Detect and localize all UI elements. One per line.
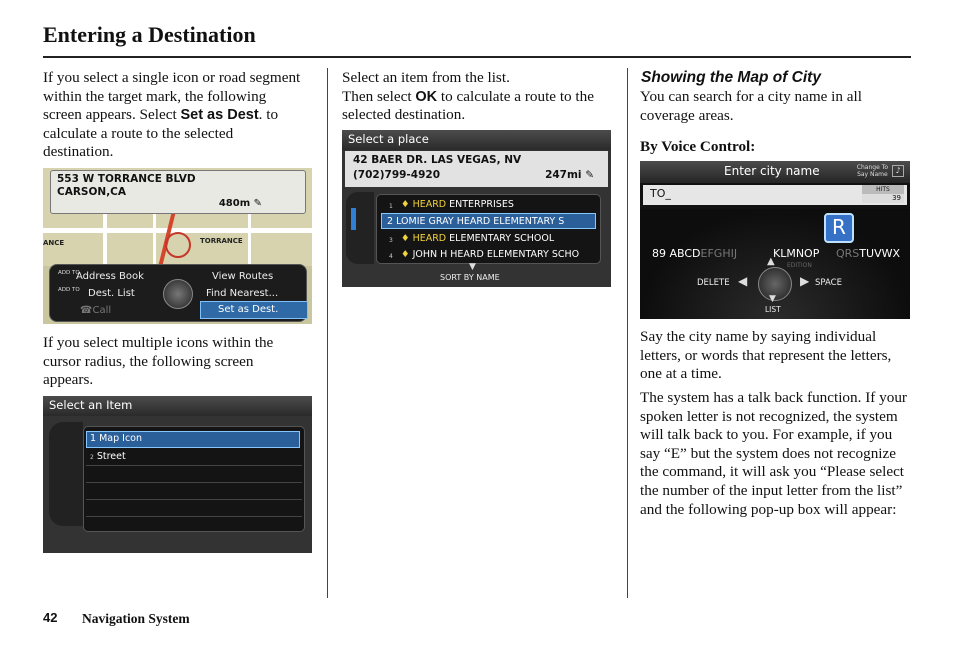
item-number: 4 (389, 253, 393, 260)
address-book-button[interactable]: Address Book (76, 271, 144, 282)
scroll-dial (49, 422, 83, 526)
item-text: LOMIE GRAY HEARD ELEMENTARY S (396, 216, 565, 227)
page-title: Entering a Destination (43, 22, 256, 47)
selected-letter[interactable]: R (824, 213, 854, 243)
hits-label: HITS (862, 185, 904, 194)
col2-line-2-end: to calculate a route to the selected destination. (342, 87, 594, 124)
chevron-up-icon: ▲ (767, 256, 775, 267)
item-text: ELEMENTARY SCHOOL (446, 233, 555, 244)
item-text: JOHN H HEARD ELEMENTARY SCHO (412, 249, 580, 260)
set-as-dest-term: Set as Dest (180, 107, 259, 124)
item-label: Map Icon (99, 433, 143, 444)
letter-wheel-text (652, 247, 737, 260)
col1-paragraph-1 (43, 69, 307, 162)
sort-by-name-button[interactable]: SORT BY NAME (440, 273, 500, 282)
find-nearest-button[interactable]: Find Nearest... (206, 288, 279, 299)
list-item[interactable] (401, 249, 579, 260)
letters-right-group (836, 247, 900, 260)
column-divider-1 (327, 68, 328, 598)
page-number: 42 (43, 610, 58, 625)
row-divider (86, 516, 302, 517)
city-input-field[interactable]: TO_ (643, 185, 907, 205)
row-divider (86, 482, 302, 483)
hits-counter (862, 185, 904, 205)
list-item[interactable] (401, 199, 514, 210)
column-divider-2 (627, 68, 628, 598)
change-to-say-name-button[interactable] (857, 164, 888, 178)
add-to-tag-2: ADD TO (58, 287, 80, 293)
select-item-header: Select an Item (43, 396, 312, 416)
select-place-header: Select a place (342, 130, 611, 150)
delete-button[interactable]: DELETE (697, 278, 730, 288)
road-vertical-3 (248, 212, 251, 266)
letters-ghost-left: EFGHIJ (700, 247, 738, 260)
call-label: Call (92, 305, 112, 316)
place-distance-value: 247mi (545, 169, 582, 181)
street-label-left: ANCE (43, 239, 65, 247)
scroll-indicator (351, 208, 356, 230)
place-marker-icon: ♦ (401, 233, 410, 244)
distance-value: 480m (218, 198, 251, 209)
edition-label: EDITION (787, 262, 812, 269)
add-to-tag-1: ADD TO (58, 270, 80, 276)
item-text: ENTERPRISES (446, 199, 514, 210)
place-distance (545, 168, 594, 183)
select-place-screenshot (342, 130, 611, 287)
col1-p1-text-end: . to calculate a route to the selected destination. (43, 106, 279, 161)
place-address: 42 BAER DR. LAS VEGAS, NV (353, 154, 522, 166)
place-phone: (702)799-4920 (353, 169, 441, 181)
col1-p1-text: If you select a single icon or road segment within the target mark, the following screen appears. Select (43, 69, 301, 124)
view-routes-button[interactable]: View Routes (212, 271, 274, 282)
voice-control-heading: By Voice Control: (640, 138, 756, 155)
joystick-knob (163, 279, 193, 309)
address-popup (50, 170, 306, 214)
col1-paragraph-2: If you select multiple icons within the cursor radius, the following screen appears. (43, 334, 274, 389)
row-divider (86, 499, 302, 500)
edit-icon: ✎ (253, 198, 262, 209)
place-marker-icon: ♦ (401, 249, 410, 260)
item-number: 1 (389, 203, 393, 210)
chevron-down-icon: ▼ (469, 262, 476, 272)
letters-middle[interactable]: KLMNOP (773, 247, 820, 260)
distance-readout (219, 198, 262, 209)
arrow-right-icon: ▶ (800, 274, 810, 288)
col3-paragraph-2: Say the city name by saying individual letters, or words that represent the letters, one at a time. (640, 328, 892, 383)
street-label-right: TORRANCE (200, 237, 243, 245)
col2-line-1: Select an item from the list. (342, 69, 510, 86)
letters-right[interactable]: TUVWX (859, 247, 901, 260)
match-text: HEARD (412, 233, 447, 244)
item-number: 1 (90, 433, 97, 444)
ok-term: OK (415, 88, 438, 105)
item-number: 3 (389, 237, 393, 244)
row-divider (86, 465, 302, 466)
map-screenshot (43, 168, 312, 324)
dest-list-button[interactable]: Dest. List (88, 288, 135, 299)
match-text: HEARD (412, 199, 447, 210)
col2-paragraph (342, 69, 612, 125)
set-as-dest-button[interactable]: Set as Dest. (200, 301, 308, 319)
section-heading: Showing the Map of City (641, 69, 821, 86)
voice-icon: ♪ (892, 165, 904, 177)
col3-paragraph-3: The system has a talk back function. If your spoken letter is not recognized, the system will talk back to you. For example, if you say “E” but the system does not recognize the command, it will ask you “Please select the number of the input letter from the list” and the following pop-up box will appear: (640, 389, 907, 518)
road-vertical-2 (153, 212, 156, 266)
chevron-down-icon: ▼ (769, 294, 776, 304)
space-button[interactable]: SPACE (815, 278, 842, 288)
list-item[interactable] (401, 233, 554, 244)
map-area (43, 168, 312, 266)
item-number: 2 (387, 216, 394, 227)
enter-city-screenshot (640, 161, 910, 319)
change-to-label: Change To (856, 164, 888, 171)
road-vertical-1 (103, 212, 107, 266)
title-rule (43, 56, 911, 58)
list-button[interactable]: LIST (765, 305, 781, 314)
letters-ghost-right: QRS (836, 247, 860, 260)
footer-title: Navigation System (82, 611, 190, 626)
map-menu-panel (49, 264, 307, 322)
col3-paragraph-1: You can search for a city name in all coverage areas. (640, 88, 862, 124)
address-line-1: 553 W TORRANCE BLVD (57, 173, 196, 185)
list-item[interactable] (90, 433, 142, 444)
address-line-2: CARSON,CA (57, 186, 127, 198)
hits-value: 39 (862, 194, 904, 203)
list-item[interactable] (90, 451, 126, 462)
target-mark-icon (165, 232, 191, 258)
item-list (83, 426, 305, 532)
phone-icon: ☎ (80, 305, 93, 316)
edit-icon: ✎ (585, 169, 594, 181)
item-label: Street (96, 451, 126, 462)
select-item-screenshot (43, 396, 312, 553)
place-list (376, 194, 601, 264)
item-number: 2 (90, 454, 94, 461)
call-button[interactable] (80, 305, 111, 316)
place-info-box (345, 151, 608, 187)
letters-left[interactable]: 89 ABCD (652, 247, 701, 260)
enter-city-header: Enter city name (640, 161, 910, 183)
arrow-left-icon: ◀ (738, 274, 748, 288)
list-item[interactable] (387, 216, 564, 227)
col2-line-2: Then select (342, 87, 416, 105)
say-name-label: Say Name (857, 171, 888, 178)
place-marker-icon: ♦ (401, 199, 410, 210)
